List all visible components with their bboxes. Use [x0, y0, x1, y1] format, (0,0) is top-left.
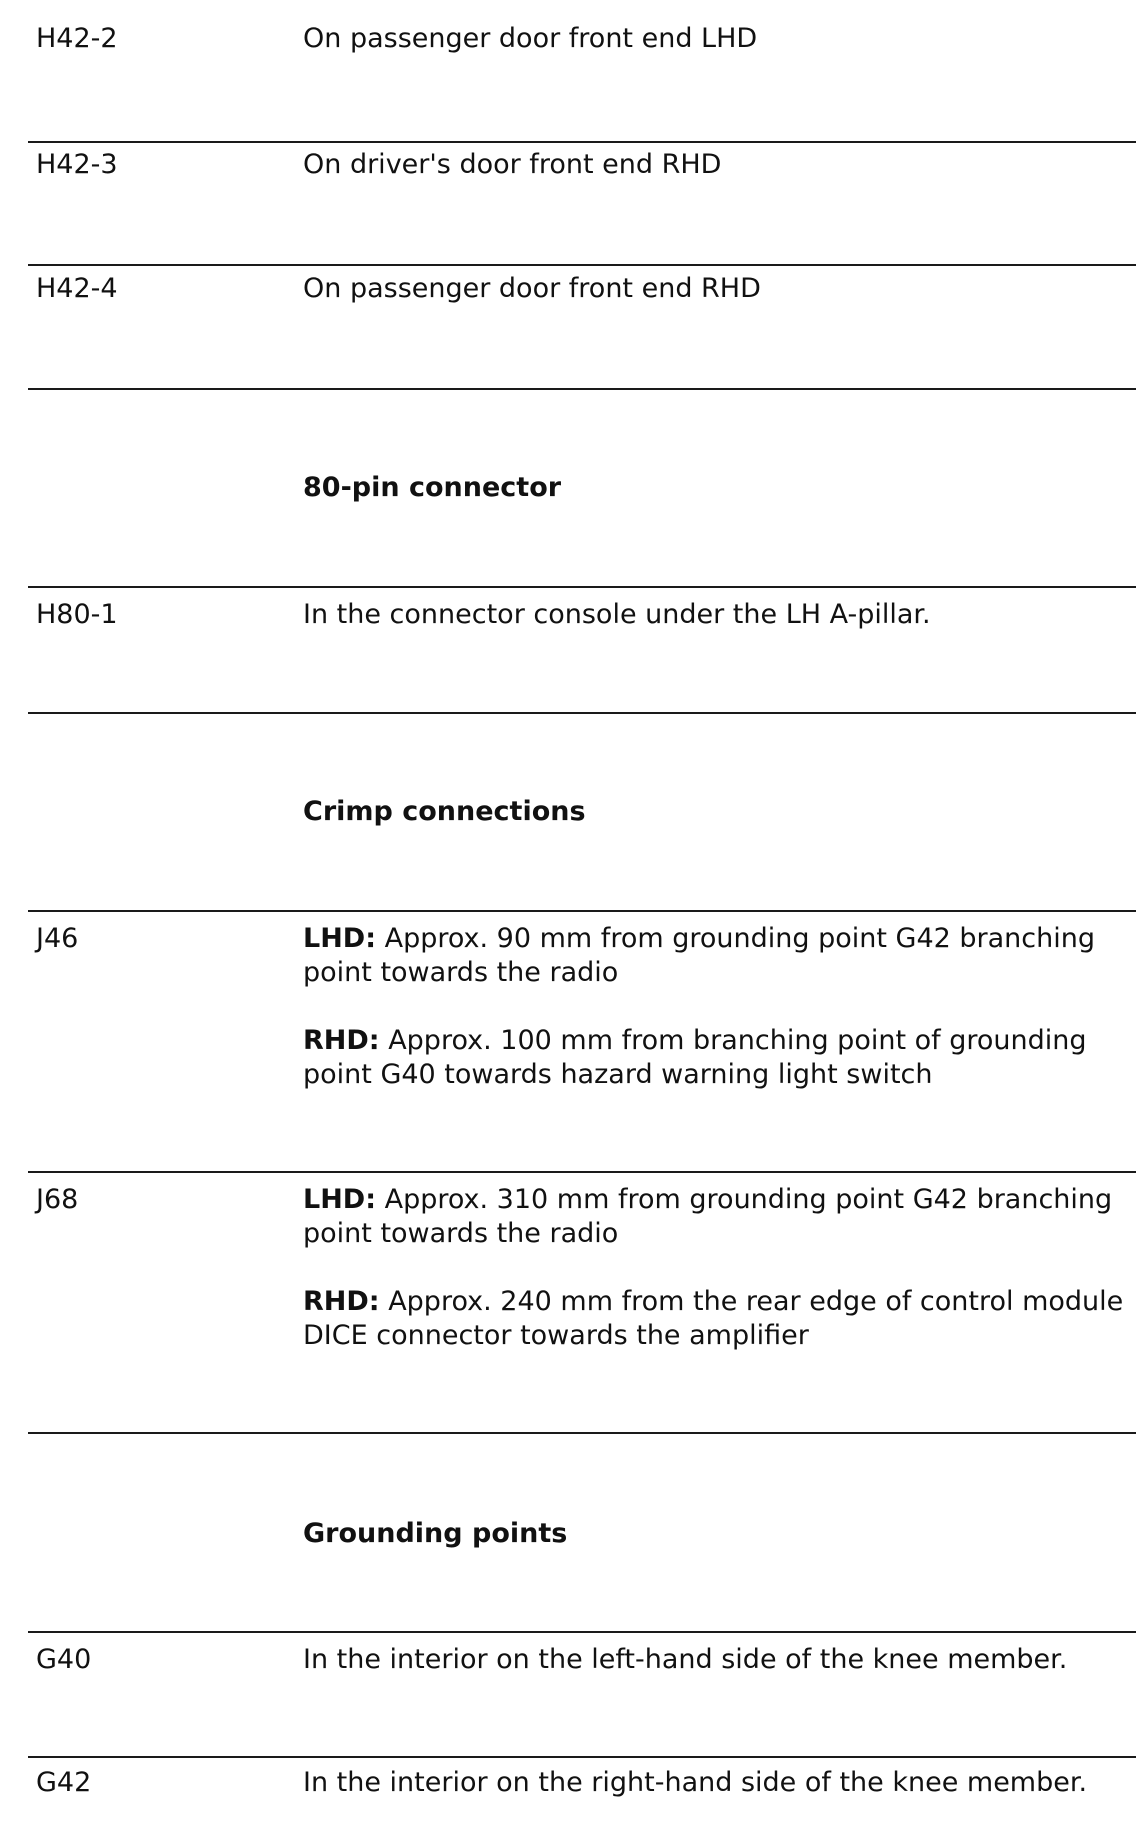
j46-rhd-paragraph [303, 1024, 1131, 1092]
description-h42-4: On passenger door front end RHD [303, 273, 761, 304]
j68-rhd-paragraph [303, 1285, 1131, 1353]
code-h42-4: H42-4 [36, 273, 118, 304]
j68-rhd-text: Approx. 240 mm from the rear edge of control module DICE connector towards the amplifier [303, 1286, 1124, 1351]
description-h80-1: In the connector console under the LH A-pillar. [303, 599, 931, 630]
description-g40: In the interior on the left-hand side of the knee member. [303, 1644, 1068, 1675]
description-j46 [303, 922, 1131, 1092]
code-j68: J68 [36, 1184, 79, 1215]
row-divider [28, 1171, 1136, 1173]
description-h42-2: On passenger door front end LHD [303, 23, 758, 54]
row-divider [28, 1631, 1136, 1633]
description-g42: In the interior on the right-hand side of the knee member. [303, 1767, 1088, 1798]
row-divider [28, 1756, 1136, 1758]
lhd-tag: LHD: [303, 923, 377, 954]
row-divider [28, 910, 1136, 912]
code-j46: J46 [36, 923, 79, 954]
j46-lhd-paragraph [303, 922, 1131, 990]
lhd-tag: LHD: [303, 1184, 377, 1215]
j46-rhd-text: Approx. 100 mm from branching point of grounding point G40 towards hazard warning light switch [303, 1025, 1087, 1090]
rhd-tag: RHD: [303, 1025, 380, 1056]
section-heading-crimp-connections: Crimp connections [303, 796, 586, 827]
row-divider [28, 712, 1136, 714]
code-h42-2: H42-2 [36, 23, 118, 54]
section-heading-grounding-points: Grounding points [303, 1518, 568, 1549]
code-h42-3: H42-3 [36, 149, 118, 180]
rhd-tag: RHD: [303, 1286, 380, 1317]
section-heading-80-pin-connector: 80-pin connector [303, 472, 562, 503]
row-divider [28, 264, 1136, 266]
code-h80-1: H80-1 [36, 599, 118, 630]
row-divider [28, 586, 1136, 588]
row-divider [28, 141, 1136, 143]
row-divider [28, 388, 1136, 390]
code-g40: G40 [36, 1644, 92, 1675]
j68-lhd-paragraph [303, 1183, 1131, 1251]
j46-lhd-text: Approx. 90 mm from grounding point G42 branching point towards the radio [303, 923, 1095, 988]
j68-lhd-text: Approx. 310 mm from grounding point G42 branching point towards the radio [303, 1184, 1113, 1249]
description-h42-3: On driver's door front end RHD [303, 149, 722, 180]
code-g42: G42 [36, 1767, 92, 1798]
row-divider [28, 1432, 1136, 1434]
description-j68 [303, 1183, 1131, 1353]
